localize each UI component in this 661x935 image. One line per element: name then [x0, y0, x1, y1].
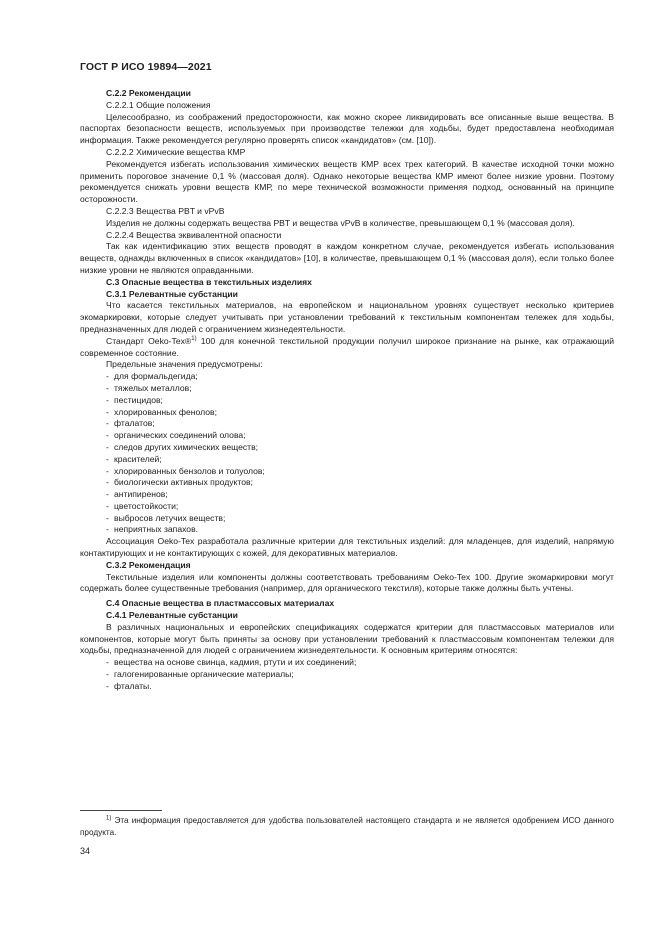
paragraph-c31-4: Ассоциация Oeko-Tex разработала различные критерии для текстильных изделий: для младенцев, для изделий, напрямую контактирующих и не контактирующих с кожей, для декоративных материалов. [80, 536, 614, 559]
footnote-ref[interactable]: 1) [191, 335, 197, 342]
list-item-text: выбросов летучих веществ; [114, 512, 226, 523]
list-item [80, 657, 614, 669]
list-item [80, 383, 614, 395]
document-header: ГОСТ Р ИСО 19894—2021 [80, 61, 212, 73]
list-item [80, 524, 614, 536]
list-dash: - [106, 477, 109, 488]
list-item-text: пестицидов; [114, 394, 163, 405]
list-dash: - [106, 418, 109, 429]
paragraph-c223: Изделия не должны содержать вещества PBT и вещества vPvB в количестве, превышающем 0,1 % (массовая доля). [106, 217, 575, 228]
oeko-tex-text: Стандарт Oeko-Tex® [106, 335, 192, 346]
section-c31-title: C.3.1 Релевантные субстанции [106, 288, 238, 299]
list-item [80, 442, 614, 454]
list-item [80, 454, 614, 466]
list-item [80, 669, 614, 681]
footnote-divider [80, 810, 162, 811]
list-dash: - [106, 489, 109, 500]
list-item-text: галогенированные органические материалы; [114, 669, 294, 680]
list-item-text: цветостойкости; [114, 500, 179, 511]
paragraph-c31-2 [80, 336, 614, 360]
list-item [80, 430, 614, 442]
paragraph-c224: Так как идентификацию этих веществ проводят в каждом конкретном случае, рекомендуется избегать использования веществ, однажды включенных в список «кандидатов» [10], в количестве, превышающем 0,1 % (массовая доля), если только более низкие уровни не являются оправданными. [80, 241, 614, 275]
list-item [80, 513, 614, 525]
section-c223-title: C.2.2.3 Вещества PBT и vPvB [106, 205, 225, 216]
page-content [80, 88, 614, 693]
list-item-text: хлорированных бензолов и толуолов; [114, 465, 265, 476]
list-item [80, 371, 614, 383]
paragraph-c31-3: Предельные значения предусмотрены: [106, 359, 263, 370]
paragraph-c221: Целесообразно, из соображений предосторожности, как можно скорее ликвидировать все описанные выше вещества. В паспортах безопасности веществ, используемых при производстве тележки для ходьбы, будет предоставлена необходимая информация. Также рекомендуется регулярно проверять список «кандидатов» (см. [10]). [80, 111, 614, 146]
list-item [80, 477, 614, 489]
list-item-text: для формальдегида; [114, 371, 198, 382]
list-item [80, 466, 614, 478]
paragraph-c32: Текстильные изделия или компоненты должны соответствовать требованиям Oeko-Tex 100. Другие экомаркировки могут содержать более существенные требования (например, для органического текстиля), которые также должны быть учтены. [80, 571, 614, 594]
list-dash: - [106, 430, 109, 441]
list-item-text: следов других химических веществ; [114, 441, 259, 452]
list-dash: - [106, 453, 109, 464]
list-item [80, 501, 614, 513]
list-item [80, 681, 614, 693]
limit-values-list [80, 371, 614, 536]
list-dash: - [106, 382, 109, 393]
section-c221-title: C.2.2.1 Общие положения [106, 99, 211, 110]
list-dash: - [106, 465, 109, 476]
list-dash: - [106, 371, 109, 382]
list-dash: - [106, 500, 109, 511]
section-c41-title: C.4.1 Релевантные субстанции [106, 610, 238, 621]
list-item-text: хлорированных фенолов; [114, 406, 217, 417]
list-item-text: вещества на основе свинца, кадмия, ртути и их соединений; [114, 657, 357, 668]
list-item [80, 395, 614, 407]
list-dash: - [106, 680, 109, 691]
footnote-mark: 1) [106, 815, 112, 822]
footnote [80, 815, 614, 838]
list-item-text: антипиренов; [114, 489, 168, 500]
list-dash: - [106, 441, 109, 452]
list-dash: - [106, 524, 109, 535]
list-item-text: органических соединений олова; [114, 430, 246, 441]
list-dash: - [106, 406, 109, 417]
list-dash: - [106, 669, 109, 680]
list-dash: - [106, 657, 109, 668]
list-item [80, 489, 614, 501]
section-c222-title: C.2.2.2 Химические вещества КМР [106, 146, 246, 157]
criteria-list [80, 657, 614, 692]
section-c22-title: C.2.2 Рекомендации [106, 88, 191, 98]
paragraph-c31-1: Что касается текстильных материалов, на европейском и национальном уровнях существует несколько критериев экомаркировки, которые следует учитывать при установлении требований к текстильным компонентам тележек для ходьбы, предназначенных для людей с ограничением жизнедеятельности. [80, 300, 614, 334]
list-item [80, 407, 614, 419]
list-item-text: неприятных запахов. [114, 524, 199, 535]
paragraph-c222: Рекомендуется избегать использования химических веществ КМР всех трех категорий. В качестве исходной точки можно применить пороговое значение 0,1 % (массовая доля). Однако некоторые вещества КМР имеют более низкие уровни. Поэтому рекомендуется снижать уровни веществ КМР, по мере технической возможности применяя подход, основанный на принципе осторожности. [80, 158, 614, 205]
paragraph-c41: В различных национальных и европейских спецификациях содержатся критерии для пластмассовых материалов или компонентов, которые могут быть приняты за основу при установлении требований к пластмассовым компонентам тележки для ходьбы, предназначенной для людей с ограничением жизнедеятельности. К основным критериям относятся: [80, 621, 614, 656]
section-c3-title: C.3 Опасные вещества в текстильных изделиях [106, 276, 312, 287]
oeko-tex-text-cont: 100 для конечной текстильной продукции получил широкое признание на рынке, как отражающий современное состояние. [80, 335, 614, 358]
list-dash: - [106, 394, 109, 405]
list-dash: - [106, 512, 109, 523]
list-item [80, 418, 614, 430]
list-item-text: красителей; [114, 453, 162, 464]
section-c32-title: C.3.2 Рекомендация [106, 559, 191, 570]
list-item-text: фталаты. [114, 680, 152, 691]
list-item-text: тяжелых металлов; [114, 382, 192, 393]
list-item-text: биологически активных продуктов; [114, 477, 253, 488]
page-number: 34 [80, 846, 91, 856]
footnote-text: Эта информация предоставляется для удобства пользователей настоящего стандарта и не является одобрением ИСО данного продукта. [80, 816, 614, 837]
section-c4-title: C.4 Опасные вещества в пластмассовых материалах [106, 598, 335, 609]
list-item-text: фталатов; [114, 418, 155, 429]
section-c224-title: C.2.2.4 Вещества эквивалентной опасности [106, 229, 282, 240]
